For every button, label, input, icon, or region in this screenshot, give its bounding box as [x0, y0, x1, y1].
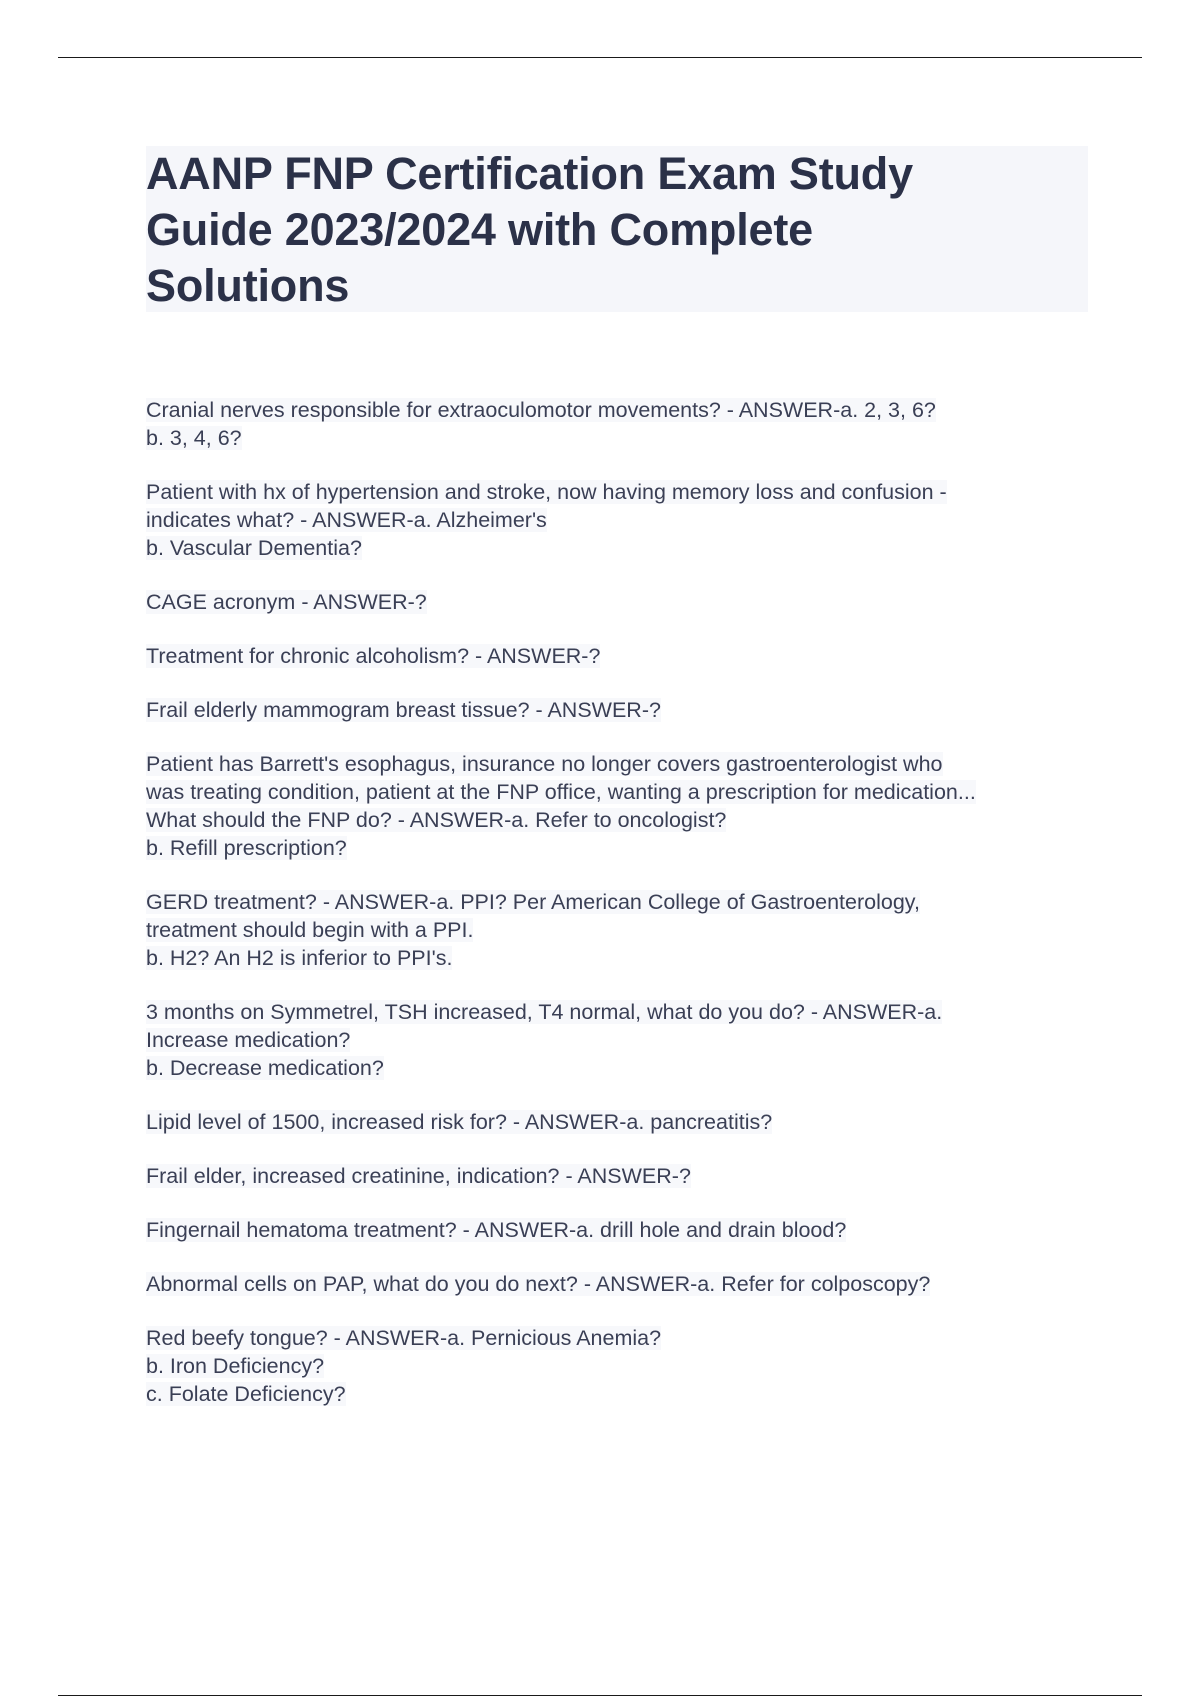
question-text: b. Decrease medication?	[146, 1056, 384, 1080]
question-text: Fingernail hematoma treatment? - ANSWER-a. drill hole and drain blood?	[146, 1218, 847, 1242]
question-text: Frail elderly mammogram breast tissue? - ANSWER-?	[146, 698, 661, 722]
question-line	[146, 998, 1106, 1026]
question-line	[146, 750, 1106, 778]
question-line	[146, 778, 1106, 806]
question-item	[146, 588, 1106, 616]
question-item	[146, 696, 1106, 724]
question-item	[146, 998, 1106, 1082]
question-line	[146, 1054, 1106, 1082]
question-line	[146, 888, 1106, 916]
question-line	[146, 1216, 1106, 1244]
question-line	[146, 1380, 1106, 1408]
question-item	[146, 1162, 1106, 1190]
title-line: Guide 2023/2024 with Complete	[146, 204, 813, 255]
question-text: b. 3, 4, 6?	[146, 426, 242, 450]
title-line: AANP FNP Certification Exam Study	[146, 148, 913, 199]
question-text: What should the FNP do? - ANSWER-a. Refer to oncologist?	[146, 808, 727, 832]
question-line	[146, 478, 1106, 506]
question-text: 3 months on Symmetrel, TSH increased, T4 normal, what do you do? - ANSWER-a.	[146, 1000, 943, 1024]
question-text: CAGE acronym - ANSWER-?	[146, 590, 427, 614]
question-text: treatment should begin with a PPI.	[146, 918, 474, 942]
question-text: indicates what? - ANSWER-a. Alzheimer's	[146, 508, 547, 532]
question-line	[146, 916, 1106, 944]
question-text: GERD treatment? - ANSWER-a. PPI? Per American College of Gastroenterology,	[146, 890, 920, 914]
question-item	[146, 642, 1106, 670]
question-text: b. Iron Deficiency?	[146, 1354, 325, 1378]
question-item	[146, 1324, 1106, 1408]
question-line	[146, 424, 1106, 452]
title-line: Solutions	[146, 260, 350, 311]
question-line	[146, 1162, 1106, 1190]
question-text: b. Vascular Dementia?	[146, 536, 362, 560]
question-item	[146, 396, 1106, 452]
question-text: Lipid level of 1500, increased risk for? - ANSWER-a. pancreatitis?	[146, 1110, 773, 1134]
question-line	[146, 506, 1106, 534]
question-line	[146, 806, 1106, 834]
question-text: Abnormal cells on PAP, what do you do next? - ANSWER-a. Refer for colposcopy?	[146, 1272, 931, 1296]
question-item	[146, 1108, 1106, 1136]
question-item	[146, 1216, 1106, 1244]
question-line	[146, 642, 1106, 670]
question-text: Cranial nerves responsible for extraoculomotor movements? - ANSWER-a. 2, 3, 6?	[146, 398, 936, 422]
document-title	[146, 146, 1088, 314]
question-line	[146, 534, 1106, 562]
top-rule	[58, 57, 1142, 58]
question-line	[146, 396, 1106, 424]
title-block	[146, 146, 1088, 312]
question-text: b. H2? An H2 is inferior to PPI's.	[146, 946, 453, 970]
question-line	[146, 1270, 1106, 1298]
question-text: Patient has Barrett's esophagus, insurance no longer covers gastroenterologist who	[146, 752, 943, 776]
question-line	[146, 1108, 1106, 1136]
question-item	[146, 478, 1106, 562]
question-text: Frail elder, increased creatinine, indication? - ANSWER-?	[146, 1164, 691, 1188]
question-text: Treatment for chronic alcoholism? - ANSWER-?	[146, 644, 601, 668]
question-text: c. Folate Deficiency?	[146, 1382, 346, 1406]
question-text: Patient with hx of hypertension and stroke, now having memory loss and confusion -	[146, 480, 947, 504]
question-line	[146, 944, 1106, 972]
question-line	[146, 1324, 1106, 1352]
question-line	[146, 1352, 1106, 1380]
question-line	[146, 834, 1106, 862]
question-line	[146, 588, 1106, 616]
question-text: was treating condition, patient at the FNP office, wanting a prescription for medication...	[146, 780, 976, 804]
question-line	[146, 1026, 1106, 1054]
question-text: b. Refill prescription?	[146, 836, 347, 860]
bottom-rule	[58, 1695, 1142, 1696]
question-list	[146, 396, 1106, 1434]
question-text: Red beefy tongue? - ANSWER-a. Pernicious Anemia?	[146, 1326, 662, 1350]
question-line	[146, 696, 1106, 724]
question-text: Increase medication?	[146, 1028, 351, 1052]
question-item	[146, 888, 1106, 972]
question-item	[146, 750, 1106, 862]
question-item	[146, 1270, 1106, 1298]
